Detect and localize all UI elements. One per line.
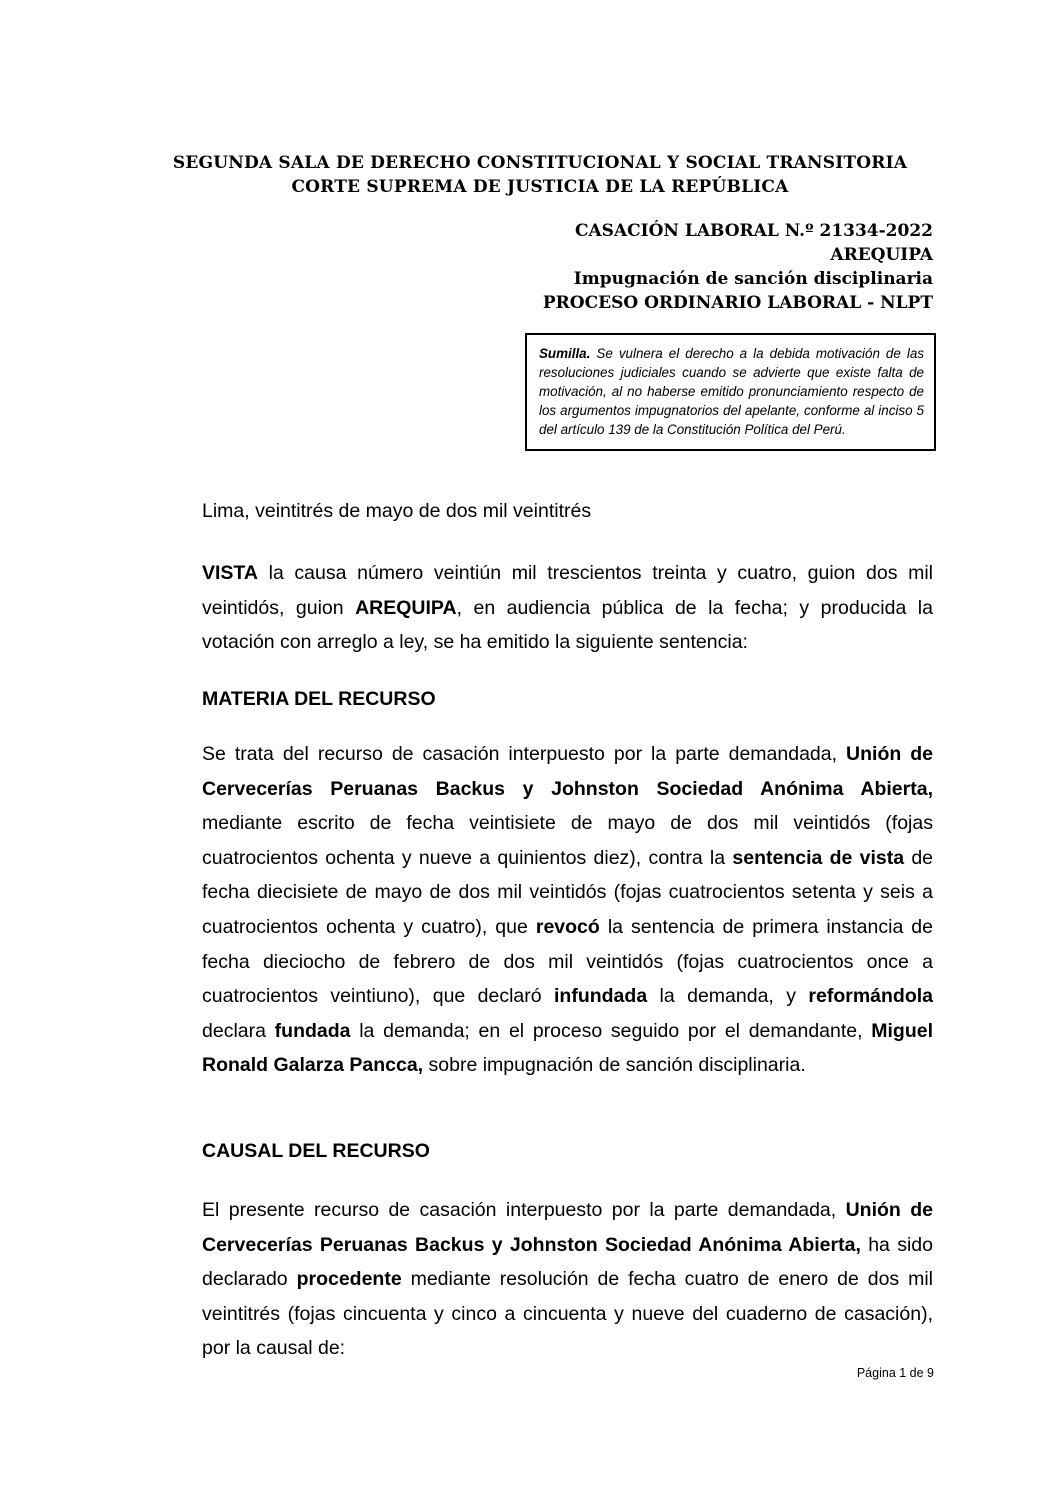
- court-name: CORTE SUPREMA DE JUSTICIA DE LA REPÚBLICA: [291, 177, 789, 197]
- case-city: AREQUIPA: [830, 245, 933, 265]
- materia-text-3: de fecha diecisiete de mayo de dos mil veintidós (fojas cuatrocientos setenta y seis a cuatrocientos ochenta y cuatro), que: [202, 846, 934, 938]
- court-header: [150, 151, 930, 199]
- reformandola: reformándola: [808, 985, 933, 1008]
- materia-paragraph: [202, 737, 933, 1083]
- causal-heading: CAUSAL DEL RECURSO: [202, 1140, 430, 1162]
- plaintiff-name: Miguel Ronald Galarza Pancca,: [202, 1019, 933, 1077]
- vista-paragraph: [202, 556, 933, 660]
- materia-text-2: mediante escrito de fecha veintisiete de mayo de dos mil veintidós (fojas cuatrocientos ochenta y nueve a quinientos diez), contra la: [202, 812, 933, 869]
- case-process: PROCESO ORDINARIO LABORAL - NLPT: [542, 293, 933, 313]
- court-chamber: SEGUNDA SALA DE DERECHO CONSTITUCIONAL Y SOCIAL TRANSITORIA: [172, 153, 908, 173]
- case-subject: Impugnación de sanción disciplinaria: [573, 269, 933, 289]
- vista-keyword: VISTA: [202, 562, 258, 584]
- page-number: Página 1 de 9: [856, 1366, 934, 1380]
- defendant-name: Unión de Cervecerías Peruanas Backus y Johnston Sociedad Anónima Abierta,: [202, 743, 933, 800]
- date-line: Lima, veintitrés de mayo de dos mil veintitrés: [202, 500, 592, 522]
- materia-text-6: declara: [202, 1019, 275, 1042]
- vista-city: AREQUIPA: [355, 596, 457, 619]
- materia-text-8: sobre impugnación de sanción disciplinaria.: [423, 1054, 806, 1077]
- procedente: procedente: [296, 1268, 402, 1291]
- causal-text-2: ha sido declarado: [202, 1233, 933, 1291]
- materia-heading: MATERIA DEL RECURSO: [202, 688, 436, 710]
- materia-text-7: la demanda; en el proceso seguido por el demandante,: [350, 1019, 872, 1042]
- case-info: [543, 219, 933, 315]
- sumilla-label: Sumilla.: [539, 346, 591, 361]
- vista-text-1: la causa número veintiún mil trescientos treinta y cuatro, guion dos mil veintidós, guion: [202, 562, 933, 619]
- sumilla-text: Se vulnera el derecho a la debida motivación de las resoluciones judiciales cuando se advierte que existe falta de motivación, al no haberse emitido pronunciamiento respecto de los argumentos impugnatorios del apelante, conforme al inciso 5 del artículo 139 de la Constitución Política del Perú.: [539, 346, 924, 437]
- materia-text-1: Se trata del recurso de casación interpuesto por la parte demandada,: [202, 743, 847, 765]
- infundada: infundada: [554, 985, 648, 1008]
- causal-text-3: mediante resolución de fecha cuatro de enero de dos mil veintitrés (fojas cincuenta y cinco a cincuenta y nueve del cuaderno de casación), por la causal de:: [202, 1268, 933, 1360]
- causal-defendant-name: Unión de Cervecerías Peruanas Backus y Johnston Sociedad Anónima Abierta,: [202, 1199, 933, 1256]
- fundada: fundada: [274, 1019, 351, 1042]
- revoco: revocó: [535, 915, 600, 938]
- causal-paragraph: [202, 1193, 933, 1366]
- case-number: CASACIÓN LABORAL N.º 21334-2022: [574, 221, 933, 241]
- sentencia-de-vista: sentencia de vista: [732, 846, 905, 869]
- materia-text-4: la sentencia de primera instancia de fecha dieciocho de febrero de dos mil veintidós (fojas cuatrocientos once a cuatrocientos veintiuno), que declaró: [202, 915, 933, 1008]
- sumilla-box: [525, 333, 936, 451]
- materia-text-5: la demanda, y: [647, 985, 809, 1008]
- vista-text-2: , en audiencia pública de la fecha; y producida la votación con arreglo a ley, se ha emitido la siguiente sentencia:: [202, 596, 933, 654]
- causal-text-1: El presente recurso de casación interpuesto por la parte demandada,: [202, 1199, 846, 1221]
